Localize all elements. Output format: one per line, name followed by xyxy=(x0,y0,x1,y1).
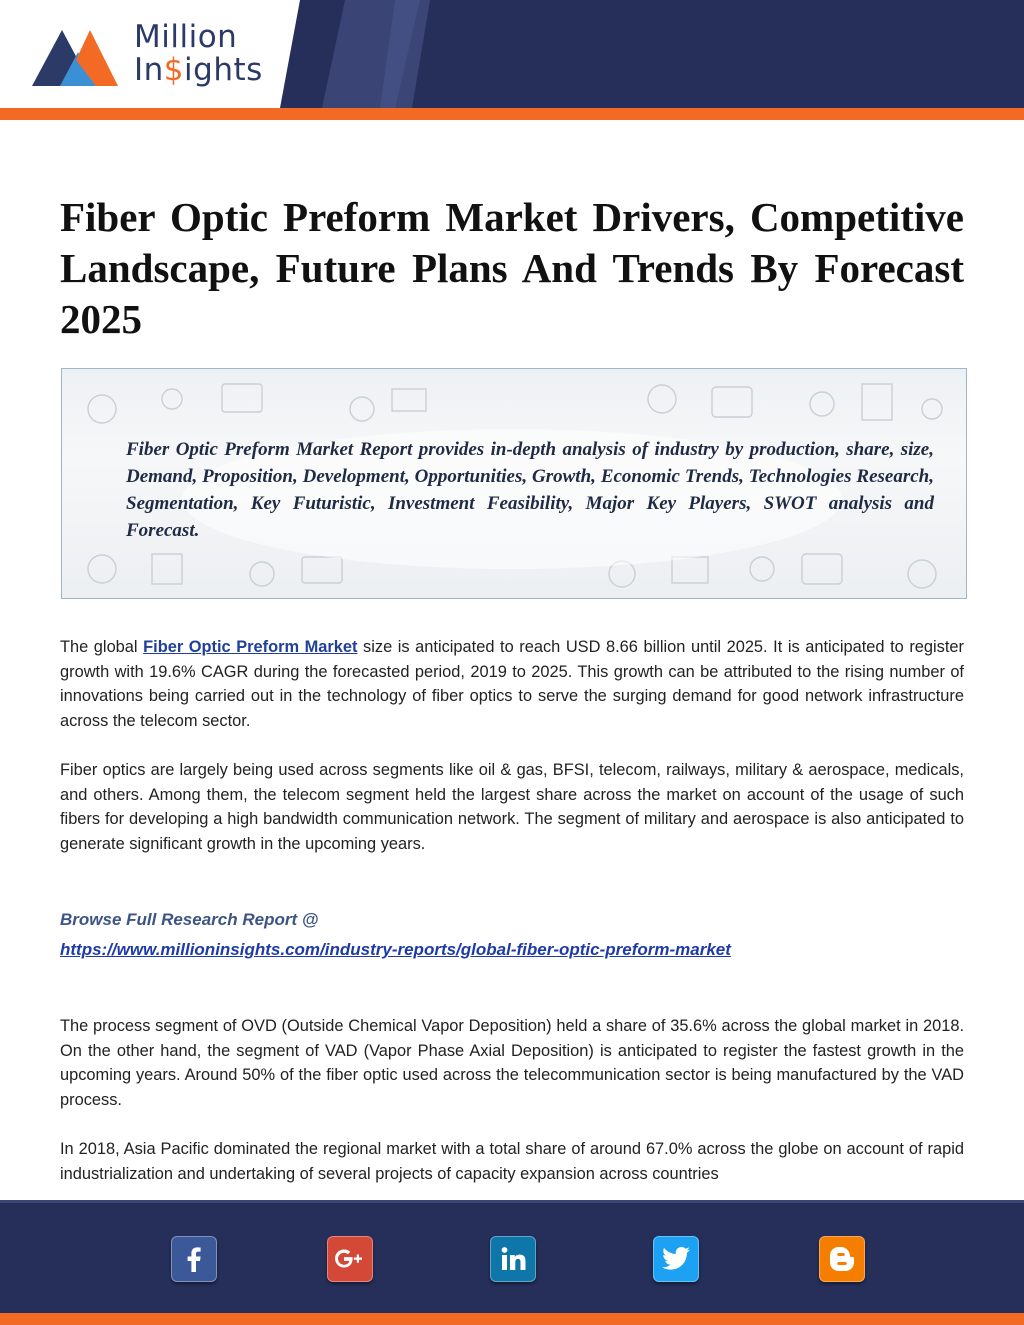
brand-dollar-sign: $ xyxy=(163,52,185,88)
facebook-glyph-icon xyxy=(179,1244,209,1274)
banner-summary-text: Fiber Optic Preform Market Report provides in-depth analysis of industry by production, share, size, Demand, Proposition, Development, Opportunities, Growth, Economic Trends, Technologies Research, Segmentation, Key Futuristic, Investment Feasibility, Major Key Players, SWOT analysis and Forecast. xyxy=(126,439,934,541)
page-footer xyxy=(0,1200,1024,1325)
twitter-glyph-icon xyxy=(660,1245,692,1273)
brand-name-line1: Million xyxy=(134,19,238,55)
linkedin-glyph-icon xyxy=(498,1244,528,1274)
logo-mark-icon xyxy=(30,24,130,94)
paragraph-regional: In 2018, Asia Pacific dominated the regional market with a total share of around 67.0% across the globe on account of rapid industrialization and undertaking of several projects of capacity expansion across countries xyxy=(60,1140,964,1183)
paragraph-market-size xyxy=(60,635,964,733)
page-header xyxy=(0,0,1024,122)
paragraph-process-segment: The process segment of OVD (Outside Chemical Vapor Deposition) held a share of 35.6% across the global market in 2018. On the other hand, the segment of VAD (Vapor Phase Axial Deposition) is anticipated to register the fastest growth in the upcoming years. Around 50% of the fiber optic used across the telecommunication sector is being manufactured by the VAD process. xyxy=(60,1017,964,1109)
page-title: Fiber Optic Preform Market Drivers, Competitive Landscape, Future Plans And Trends By Forecast 2025 xyxy=(60,194,964,342)
browse-report-label: Browse Full Research Report @ xyxy=(60,910,319,929)
facebook-icon[interactable] xyxy=(171,1236,217,1282)
linkedin-icon[interactable] xyxy=(490,1236,536,1282)
google-plus-icon[interactable] xyxy=(327,1236,373,1282)
browse-report-section xyxy=(60,905,964,965)
blogger-icon[interactable] xyxy=(819,1236,865,1282)
brand-name xyxy=(134,19,263,88)
summary-banner xyxy=(61,368,967,599)
brand-name-part: In xyxy=(134,52,164,88)
full-report-url-link[interactable]: https://www.millioninsights.com/industry-reports/global-fiber-optic-preform-market xyxy=(60,940,731,959)
paragraph-text: size is anticipated to reach USD 8.66 billion until 2025. It is anticipated to register growth with 19.6% CAGR during the forecasted period, 2019 to 2025. This growth can be attributed to the rising number of innovations being carried out in the technology of fiber optics to serve the surging demand for good network infrastructure across the telecom sector. xyxy=(60,638,964,730)
brand-name-part: ights xyxy=(184,52,263,88)
market-report-link[interactable]: Fiber Optic Preform Market xyxy=(143,638,358,656)
twitter-icon[interactable] xyxy=(653,1236,699,1282)
google-plus-glyph-icon xyxy=(333,1244,367,1274)
brand-name-line2 xyxy=(134,52,263,88)
paragraph-segments: Fiber optics are largely being used across segments like oil & gas, BFSI, telecom, railways, military & aerospace, medicals, and others. Among them, the telecom segment held the largest share across the market on account of the usage of such fibers for developing a high bandwidth communication network. The segment of military and aerospace is also anticipated to generate significant growth in the upcoming years. xyxy=(60,761,964,853)
blogger-glyph-icon xyxy=(827,1244,857,1274)
paragraph-text: The global xyxy=(60,638,144,656)
